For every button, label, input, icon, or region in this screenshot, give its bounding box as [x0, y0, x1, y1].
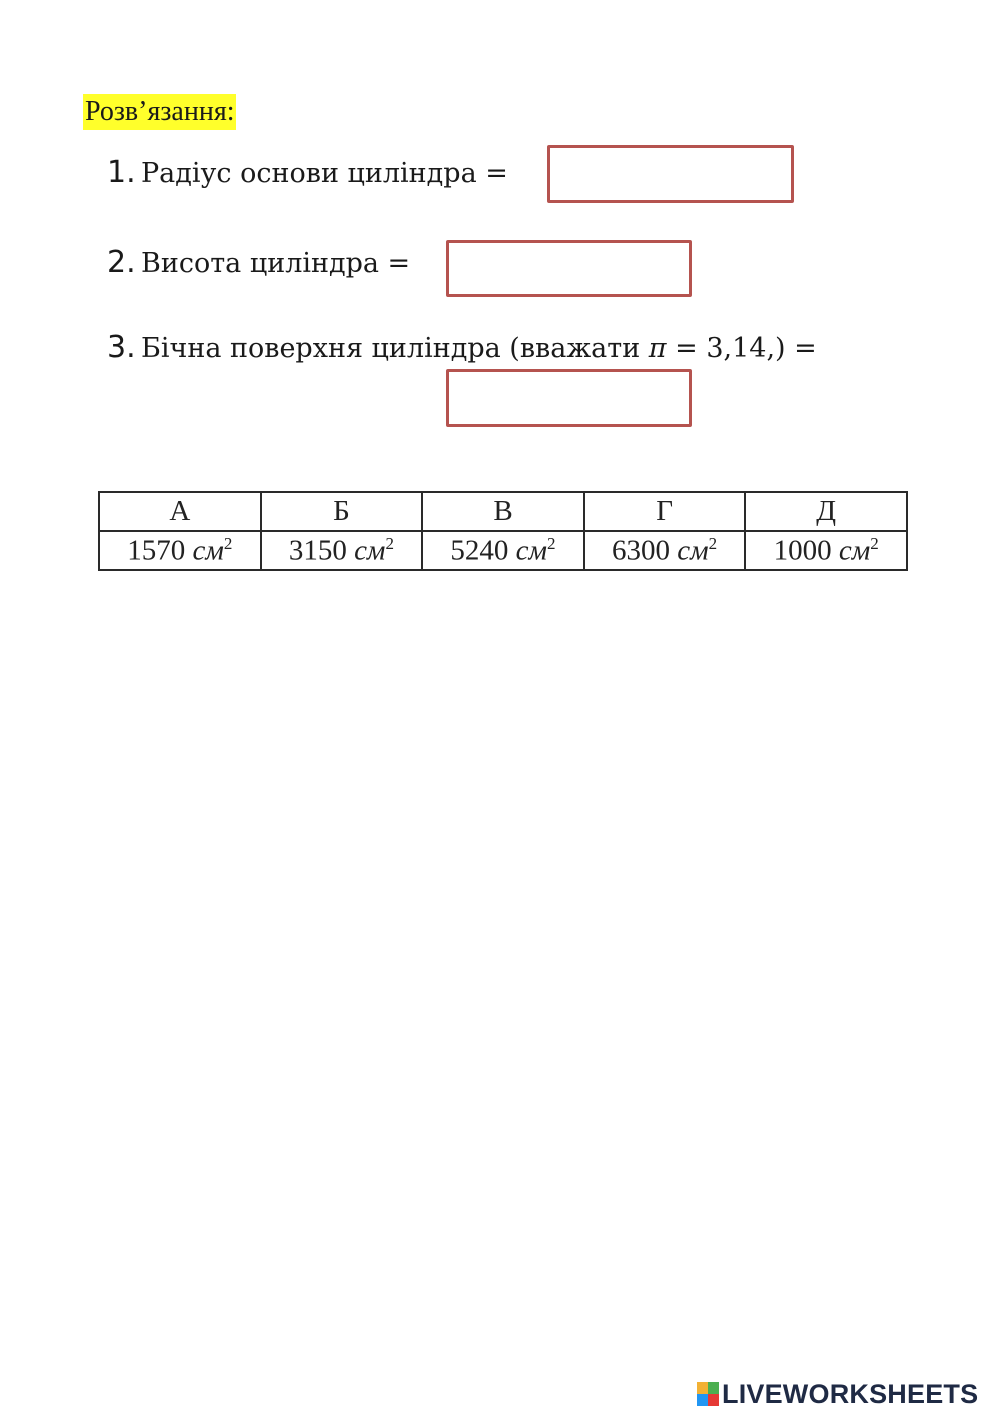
option-letter-g: Г — [584, 492, 746, 531]
answer-options-table — [98, 491, 908, 571]
answer-radius-input[interactable] — [547, 145, 794, 203]
item-text: Радіус основи циліндра = — [141, 158, 508, 189]
option-letter-b: Б — [261, 492, 423, 531]
option-letter-d: Д — [745, 492, 907, 531]
item-number: 1. — [107, 155, 136, 190]
item-text-after: = 3,14,) = — [675, 333, 817, 364]
item-number: 2. — [107, 245, 136, 280]
option-letter-v: В — [422, 492, 584, 531]
option-value-g: 6300 $см^2$ — [584, 531, 746, 570]
logo-square-3 — [697, 1394, 708, 1406]
option-value-a: 1570 $см^2$ — [99, 531, 261, 570]
option-letter-a: А — [99, 492, 261, 531]
option-value-v: 5240 $см^2$ — [422, 531, 584, 570]
logo-square-2 — [708, 1382, 719, 1394]
options-value-row — [99, 531, 907, 570]
option-value-b: 3150 $см^2$ — [261, 531, 423, 570]
option-value-d: 1000 $см^2$ — [745, 531, 907, 570]
question-height — [107, 245, 410, 280]
item-number: 3. — [107, 330, 136, 365]
question-radius — [107, 155, 508, 190]
answer-lateral-surface-input[interactable] — [446, 369, 692, 427]
solution-heading: Розв’язання: — [83, 94, 236, 130]
logo-text: LIVEWORKSHEETS — [722, 1378, 979, 1409]
answer-height-input[interactable] — [446, 240, 692, 297]
question-lateral-surface — [107, 330, 817, 365]
options-header-row — [99, 492, 907, 531]
pi-symbol: π — [648, 333, 667, 364]
liveworksheets-logo-icon — [697, 1382, 719, 1406]
item-text: Висота циліндра = — [141, 248, 411, 279]
liveworksheets-logo — [697, 1378, 978, 1410]
logo-square-1 — [697, 1382, 708, 1394]
logo-square-4 — [708, 1394, 719, 1406]
item-text: Бічна поверхня циліндра (вважати — [141, 333, 641, 364]
